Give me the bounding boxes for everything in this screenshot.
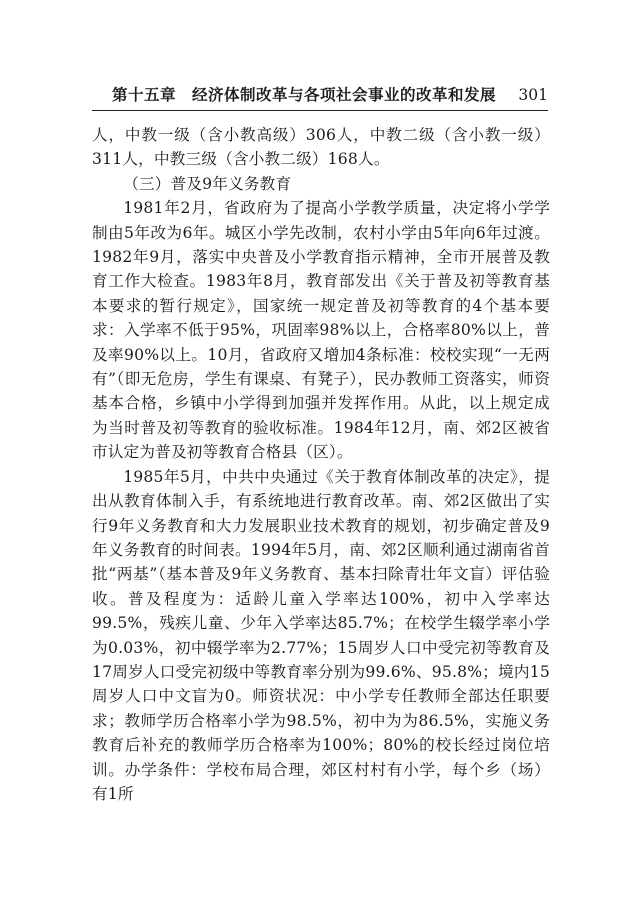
page-number: 301 [518, 86, 548, 104]
paragraph-primary-education: 1981年2月，省政府为了提高小学教学质量，决定将小学学制由5年改为6年。城区小学先改制，农村小学由5年向6年过渡。1982年9月，落实中央普及小学教育指示精神，全市开展普及教育工作大检查。1983年8月，教育部发出《关于普及初等教育基本要求的暂行规定》，国家统一规定普及初等教育的4个基本要求：入学率不低于95%，巩固率98%以上，合格率80%以上，普及率90%以上。10月，省政府又增加4条标准：校校实现“一无两有”（即无危房，学生有课桌、有凳子），民办教师工资落实，师资基本合格，乡镇中小学得到加强并发挥作用。从此，以上规定成为当时普及初等教育的验收标准。1984年12月，南、郊2区被省市认定为普及初等教育合格县（区）。 [92, 199, 550, 462]
chapter-title: 第十五章 经济体制改革与各项社会事业的改革和发展 [111, 86, 496, 104]
section-heading: （三）普及9年义务教育 [123, 174, 292, 193]
paragraph-continued: 人，中教一级（含小教高级）306人，中教二级（含小教一级）311人，中教三级（含小教二级）168人。 [92, 126, 550, 169]
running-header [92, 84, 548, 111]
body-text [92, 123, 550, 806]
paragraph-compulsory-education: 1985年5月，中共中央通过《关于教育体制改革的决定》，提出从教育体制入手，有系统地进行教育改革。南、郊2区做出了实行9年义务教育和大力发展职业技术教育的规划，初步确定普及9年义务教育的时间表。1994年5月，南、郊2区顺利通过湖南省首批“两基”（基本普及9年义务教育、基本扫除青壮年文盲）评估验收。普及程度为：适龄儿童入学率达100%，初中入学率达99.5%，残疾儿童、少年入学率达85.7%；在校学生辍学率小学为0.03%，初中辍学率为2.77%；15周岁人口中受完初等教育及17周岁人口受完初级中等教育率分别为99.6%、95.8%；境内15周岁人口中文盲为0。师资状况：中小学专任教师全部达任职要求；教师学历合格率小学为98.5%，初中为为86.5%，实施义务教育后补充的教师学历合格率为100%；80%的校长经过岗位培训。办学条件：学校布局合理，郊区村村有小学，每个乡（场）有1所 [92, 467, 550, 803]
